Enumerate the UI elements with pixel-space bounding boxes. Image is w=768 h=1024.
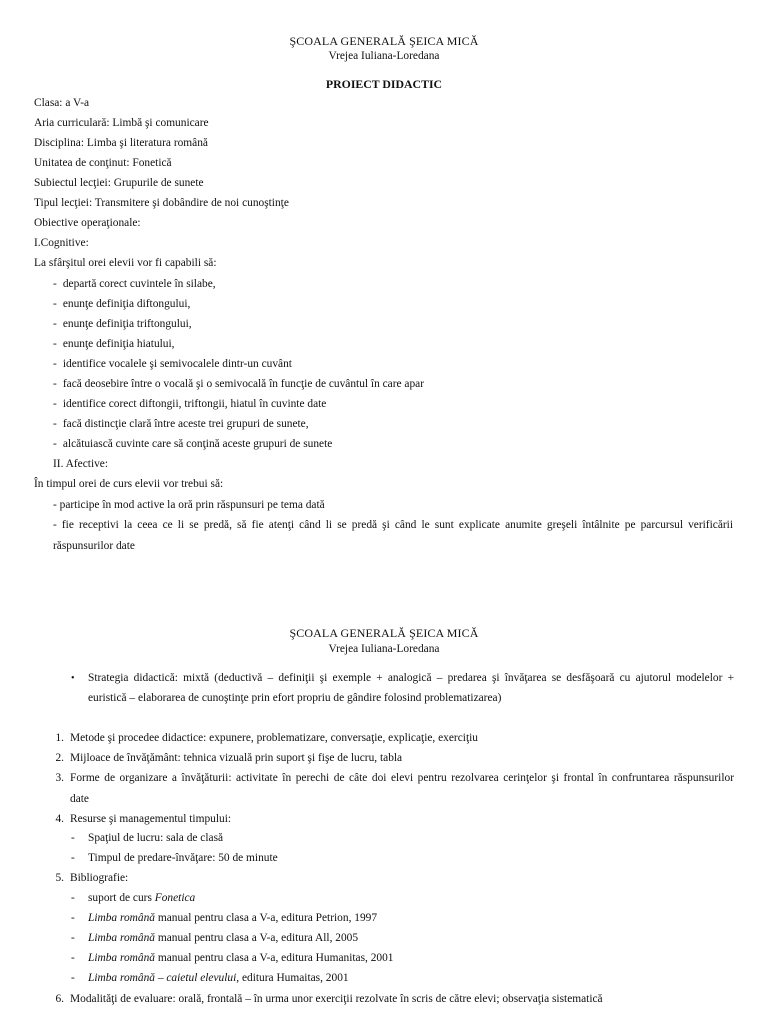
affective-intro: În timpul orei de curs elevii vor trebui să:: [34, 478, 224, 490]
school-name: ŞCOALA GENERALĂ ŞEICA MICĂ: [289, 626, 479, 640]
item-number: 3.: [55, 772, 64, 784]
objectives-heading: Obiective operaţionale:: [34, 217, 141, 229]
bibliography-item: Limba română – caietul elevului, editura Humaitas, 2001: [88, 972, 349, 984]
cognitive-objective: - facă distincţie clară între aceste trei grupuri de sunete,: [53, 418, 309, 430]
dash-marker: -: [71, 972, 75, 984]
item-number: 4.: [55, 813, 64, 825]
lesson-type-line: Tipul lecţiei: Transmitere şi dobândire de noi cunoştinţe: [34, 197, 289, 209]
affective-objective: - fie receptivi la ceea ce li se predă, să fie atenţi când li se predă şi când le sunt explicate anumite greşeli întâlnite pe parcursul verificării: [53, 519, 733, 531]
methods-line: Metode şi procedee didactice: expunere, problematizare, conversaţie, explicaţie, exerciţiu: [70, 732, 478, 744]
cognitive-objective: - alcătuiască cuvinte care să conţină aceste grupuri de sunete: [53, 438, 333, 450]
author-name: Vrejea Iuliana-Loredana: [328, 50, 440, 62]
cognitive-objective: - departă corect cuvintele în silabe,: [53, 278, 216, 290]
bibliography-item: Limba română manual pentru clasa a V-a, editura Humanitas, 2001: [88, 952, 394, 964]
item-number: 1.: [55, 732, 64, 744]
dash-marker: -: [71, 892, 75, 904]
discipline-line: Disciplina: Limba şi literatura română: [34, 137, 208, 149]
affective-objective: - participe în mod active la oră prin răspunsuri pe tema dată: [53, 499, 325, 511]
content-unit-line: Unitatea de conţinut: Fonetică: [34, 157, 172, 169]
cognitive-objective: - enunţe definiţia triftongului,: [53, 318, 192, 330]
organization-forms-line: Forme de organizare a învăţăturii: activitate în perechi de câte doi elevi pentru rezolvarea cerinţelor şi frontal în confruntarea răspunsurilor: [70, 772, 734, 784]
organization-forms-continued: date: [70, 793, 89, 805]
evaluation-line: Modalităţi de evaluare: orală, frontală – în urma unor exerciţii rezolvate în scris de către elevi; observaţia sistematică: [70, 993, 603, 1005]
bibliography-item: Limba română manual pentru clasa a V-a, editura Petrion, 1997: [88, 912, 378, 924]
affective-heading: II. Afective:: [53, 458, 109, 470]
bibliography-item: Limba română manual pentru clasa a V-a, editura All, 2005: [88, 932, 359, 944]
cognitive-objective: - enunţe definiţia hiatului,: [53, 338, 175, 350]
item-number: 6.: [55, 993, 64, 1005]
school-name: ŞCOALA GENERALĂ ŞEICA MICĂ: [289, 34, 479, 48]
bibliography-heading: Bibliografie:: [70, 872, 129, 884]
affective-objective-continued: răspunsurilor date: [53, 540, 135, 552]
cognitive-objective: - enunţe definiţia diftongului,: [53, 298, 191, 310]
curricular-area-line: Aria curriculară: Limbă şi comunicare: [34, 117, 209, 129]
item-number: 2.: [55, 752, 64, 764]
cognitive-objective: - identifice vocalele şi semivocalele dintr-un cuvânt: [53, 358, 292, 370]
document-title: PROIECT DIDACTIC: [325, 77, 443, 91]
resource-item: Timpul de predare-învăţare: 50 de minute: [88, 852, 278, 864]
resource-item: Spaţiul de lucru: sala de clasă: [88, 832, 224, 844]
cognitive-heading: I.Cognitive:: [34, 237, 89, 249]
dash-marker: -: [71, 952, 75, 964]
teaching-means-line: Mijloace de învăţământ: tehnica vizuală prin suport şi fişe de lucru, tabla: [70, 752, 403, 764]
author-name: Vrejea Iuliana-Loredana: [328, 643, 440, 655]
dash-marker: -: [71, 832, 75, 844]
resources-heading: Resurse şi managementul timpului:: [70, 813, 232, 825]
class-line: Clasa: a V-a: [34, 97, 90, 109]
cognitive-intro: La sfârşitul orei elevii vor fi capabili să:: [34, 257, 217, 269]
dash-marker: -: [71, 932, 75, 944]
dash-marker: -: [71, 912, 75, 924]
item-number: 5.: [55, 872, 64, 884]
cognitive-objective: - identifice corect diftongii, triftongii, hiatul în cuvinte date: [53, 398, 327, 410]
strategy-line-continued: euristică – elaborarea de cunoştinţe prin efort propriu de gândire folosind problematizarea): [88, 692, 502, 704]
lesson-subject-line: Subiectul lecţiei: Grupurile de sunete: [34, 177, 204, 189]
bibliography-item: suport de curs Fonetica: [88, 892, 196, 904]
strategy-line: Strategia didactică: mixtă (deductivă – definiţii şi exemple + analogică – predarea şi învăţarea se desfăşoară cu ajutorul modelelor +: [88, 672, 734, 684]
dash-marker: -: [71, 852, 75, 864]
bullet-icon: •: [71, 673, 75, 684]
cognitive-objective: - facă deosebire între o vocală şi o semivocală în funcţie de cuvântul în care apar: [53, 378, 425, 390]
